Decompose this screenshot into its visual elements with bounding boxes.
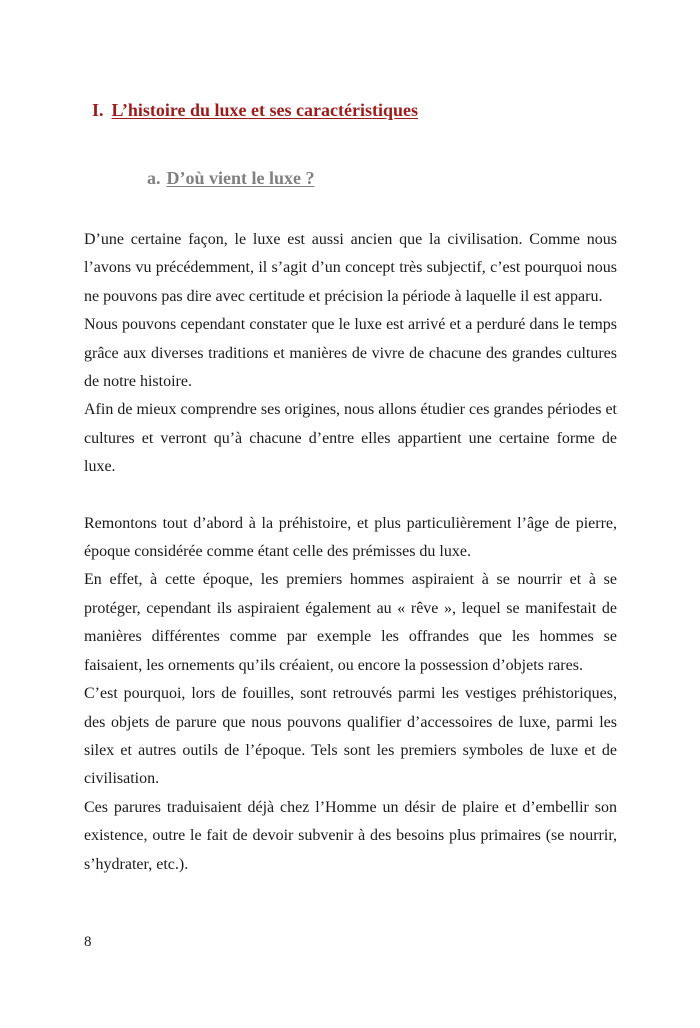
paragraph: Afin de mieux comprendre ses origines, nous allons étudier ces grandes périodes et cultures et verront qu’à chacune d’entre elles appartient une certaine forme de luxe.	[84, 401, 617, 476]
subsection-heading	[147, 168, 315, 189]
paragraph: Ces parures traduisaient déjà chez l’Homme un désir de plaire et d’embellir son existence, outre le fait de devoir subvenir à des besoins plus primaires (se nourrir, s’hydrater, etc.).	[84, 798, 617, 873]
paragraph: En effet, à cette époque, les premiers hommes aspiraient à se nourrir et à se protéger, cependant ils aspiraient également au « rêve », lequel se manifestait de manières différentes comme par exemple les offrandes que les hommes se faisaient, les ornements qu’ils créaient, ou encore la possession d’objets rares.	[84, 571, 617, 674]
paragraph: D’une certaine façon, le luxe est aussi ancien que la civilisation. Comme nous l’avons vu précédemment, il s’agit d’un concept très subjectif, c’est pourquoi nous ne pouvons pas dire avec certitude et précision la période à laquelle il est apparu.	[84, 231, 617, 305]
subsection-heading-text: D’où vient le luxe ?	[166, 168, 315, 188]
paragraph: Nous pouvons cependant constater que le luxe est arrivé et a perduré dans le temps grâce aux diverses traditions et manières de vivre de chacune des grandes cultures de notre histoire.	[84, 316, 617, 391]
paragraph: C’est pourquoi, lors de fouilles, sont retrouvés parmi les vestiges préhistoriques, des objets de parure que nous pouvons qualifier d’accessoires de luxe, parmi les silex et autres outils de l’époque. Tels sont les premiers symboles de luxe et de civilisation.	[84, 685, 617, 788]
section-heading	[92, 100, 418, 121]
paragraph: Remontons tout d’abord à la préhistoire, et plus particulièrement l’âge de pierre, époque considérée comme étant celle des prémisses du luxe.	[84, 514, 617, 561]
section-heading-number: I.	[92, 100, 104, 120]
page-number: 8	[84, 934, 92, 950]
body-text	[84, 226, 617, 879]
subsection-heading-number: a.	[147, 168, 161, 188]
section-heading-text: L’histoire du luxe et ses caractéristiques	[111, 100, 418, 120]
